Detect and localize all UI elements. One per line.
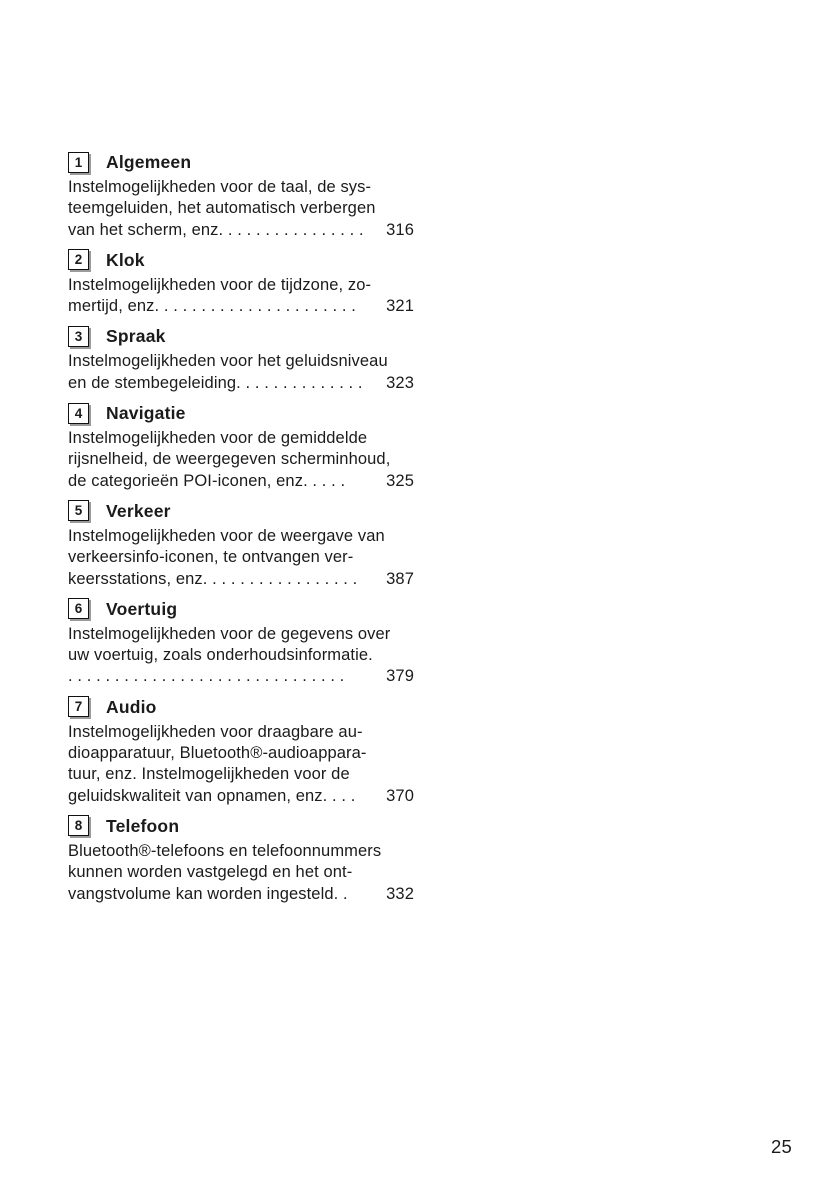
body-line: rijsnelheid, de weergegeven scherminhoud, <box>68 450 391 469</box>
section-heading <box>68 597 414 621</box>
section-title: Voertuig <box>106 598 178 619</box>
toc-section-navigatie <box>68 401 414 492</box>
body-line: uw voertuig, zoals onderhoudsinformatie. <box>68 646 373 665</box>
entry-last-line <box>68 786 414 807</box>
section-number-box: 7 <box>68 696 89 717</box>
section-title: Algemeen <box>106 152 192 172</box>
section-heading <box>68 401 414 425</box>
body-line: Instelmogelijkheden voor de weergave van <box>68 526 385 545</box>
body-line: Instelmogelijkheden voor de tijdzone, zo- <box>68 275 372 294</box>
toc-section-audio <box>68 695 414 807</box>
dot-leader: mertijd, enz. . . . . . . . . . . . . . . . . . . . . . <box>68 297 356 316</box>
page-ref: 332 <box>386 884 414 903</box>
dot-leader: en de stembegeleiding. . . . . . . . . . . . . . <box>68 373 363 392</box>
toc-section-algemeen <box>68 150 414 241</box>
body-line: Instelmogelijkheden voor de gegevens over <box>68 624 391 643</box>
page-ref: 379 <box>386 667 414 686</box>
body-line: Instelmogelijkheden voor de taal, de sys- <box>68 178 372 196</box>
body-line: tuur, enz. Instelmogelijkheden voor de <box>68 765 350 784</box>
body-line: Instelmogelijkheden voor de gemiddelde <box>68 429 368 448</box>
entry-last-line <box>68 666 414 687</box>
section-heading <box>68 248 414 272</box>
section-heading <box>68 695 414 719</box>
section-title: Spraak <box>106 326 166 347</box>
toc-section-verkeer <box>68 499 414 590</box>
section-number-box: 5 <box>68 500 89 521</box>
toc-section-telefoon <box>68 814 414 905</box>
dot-leader: van het scherm, enz. . . . . . . . . . . . . . . . <box>68 220 364 239</box>
page-ref: 325 <box>386 471 414 490</box>
body-line: Bluetooth®-telefoons en telefoonnummers <box>68 841 382 860</box>
entry-last-line <box>68 884 414 905</box>
page-ref: 321 <box>386 297 414 316</box>
body-line: kunnen worden vastgelegd en het ont- <box>68 863 353 882</box>
dot-leader: keersstations, enz. . . . . . . . . . . . . . . . . <box>68 569 358 588</box>
body-line: teemgeluiden, het automatisch verbergen <box>68 199 376 218</box>
section-title: Klok <box>106 249 145 270</box>
page-number: 25 <box>771 1136 792 1157</box>
section-number-box: 4 <box>68 403 89 424</box>
section-number-box: 2 <box>68 249 89 270</box>
toc-section-voertuig <box>68 597 414 688</box>
section-heading <box>68 499 414 523</box>
section-title: Verkeer <box>106 500 171 521</box>
dot-leader: . . . . . . . . . . . . . . . . . . . . . . . . . . . . . . <box>68 667 345 686</box>
section-title: Telefoon <box>106 815 180 836</box>
page-ref: 323 <box>386 373 414 392</box>
dot-leader: geluidskwaliteit van opnamen, enz. . . . <box>68 786 356 805</box>
entry-last-line <box>68 471 414 492</box>
body-line: dioapparatuur, Bluetooth®-audioappara- <box>68 744 367 763</box>
body-line: Instelmogelijkheden voor draagbare au- <box>68 722 363 741</box>
section-heading <box>68 814 414 838</box>
toc-section-klok <box>68 248 414 318</box>
entry-last-line <box>68 569 414 590</box>
entry-last-line <box>68 296 414 317</box>
section-number-box: 3 <box>68 326 89 347</box>
toc-list <box>68 150 414 905</box>
entry-last-line <box>68 373 414 394</box>
page-ref: 387 <box>386 569 414 588</box>
section-number-box: 6 <box>68 598 89 619</box>
section-heading <box>68 324 414 348</box>
body-line: verkeersinfo-iconen, te ontvangen ver- <box>68 548 354 567</box>
section-heading <box>68 150 414 174</box>
section-title: Navigatie <box>106 403 186 424</box>
section-title: Audio <box>106 696 157 717</box>
body-line: Instelmogelijkheden voor het geluidsniveau <box>68 352 388 371</box>
toc-section-spraak <box>68 324 414 394</box>
section-number-box: 8 <box>68 815 89 836</box>
dot-leader: vangstvolume kan worden ingesteld. . <box>68 884 348 903</box>
dot-leader: de categorieën POI-iconen, enz. . . . . <box>68 471 346 490</box>
section-number-box: 1 <box>68 152 89 173</box>
entry-last-line <box>68 220 414 241</box>
page-ref: 370 <box>386 786 414 805</box>
page-ref: 316 <box>386 220 414 239</box>
